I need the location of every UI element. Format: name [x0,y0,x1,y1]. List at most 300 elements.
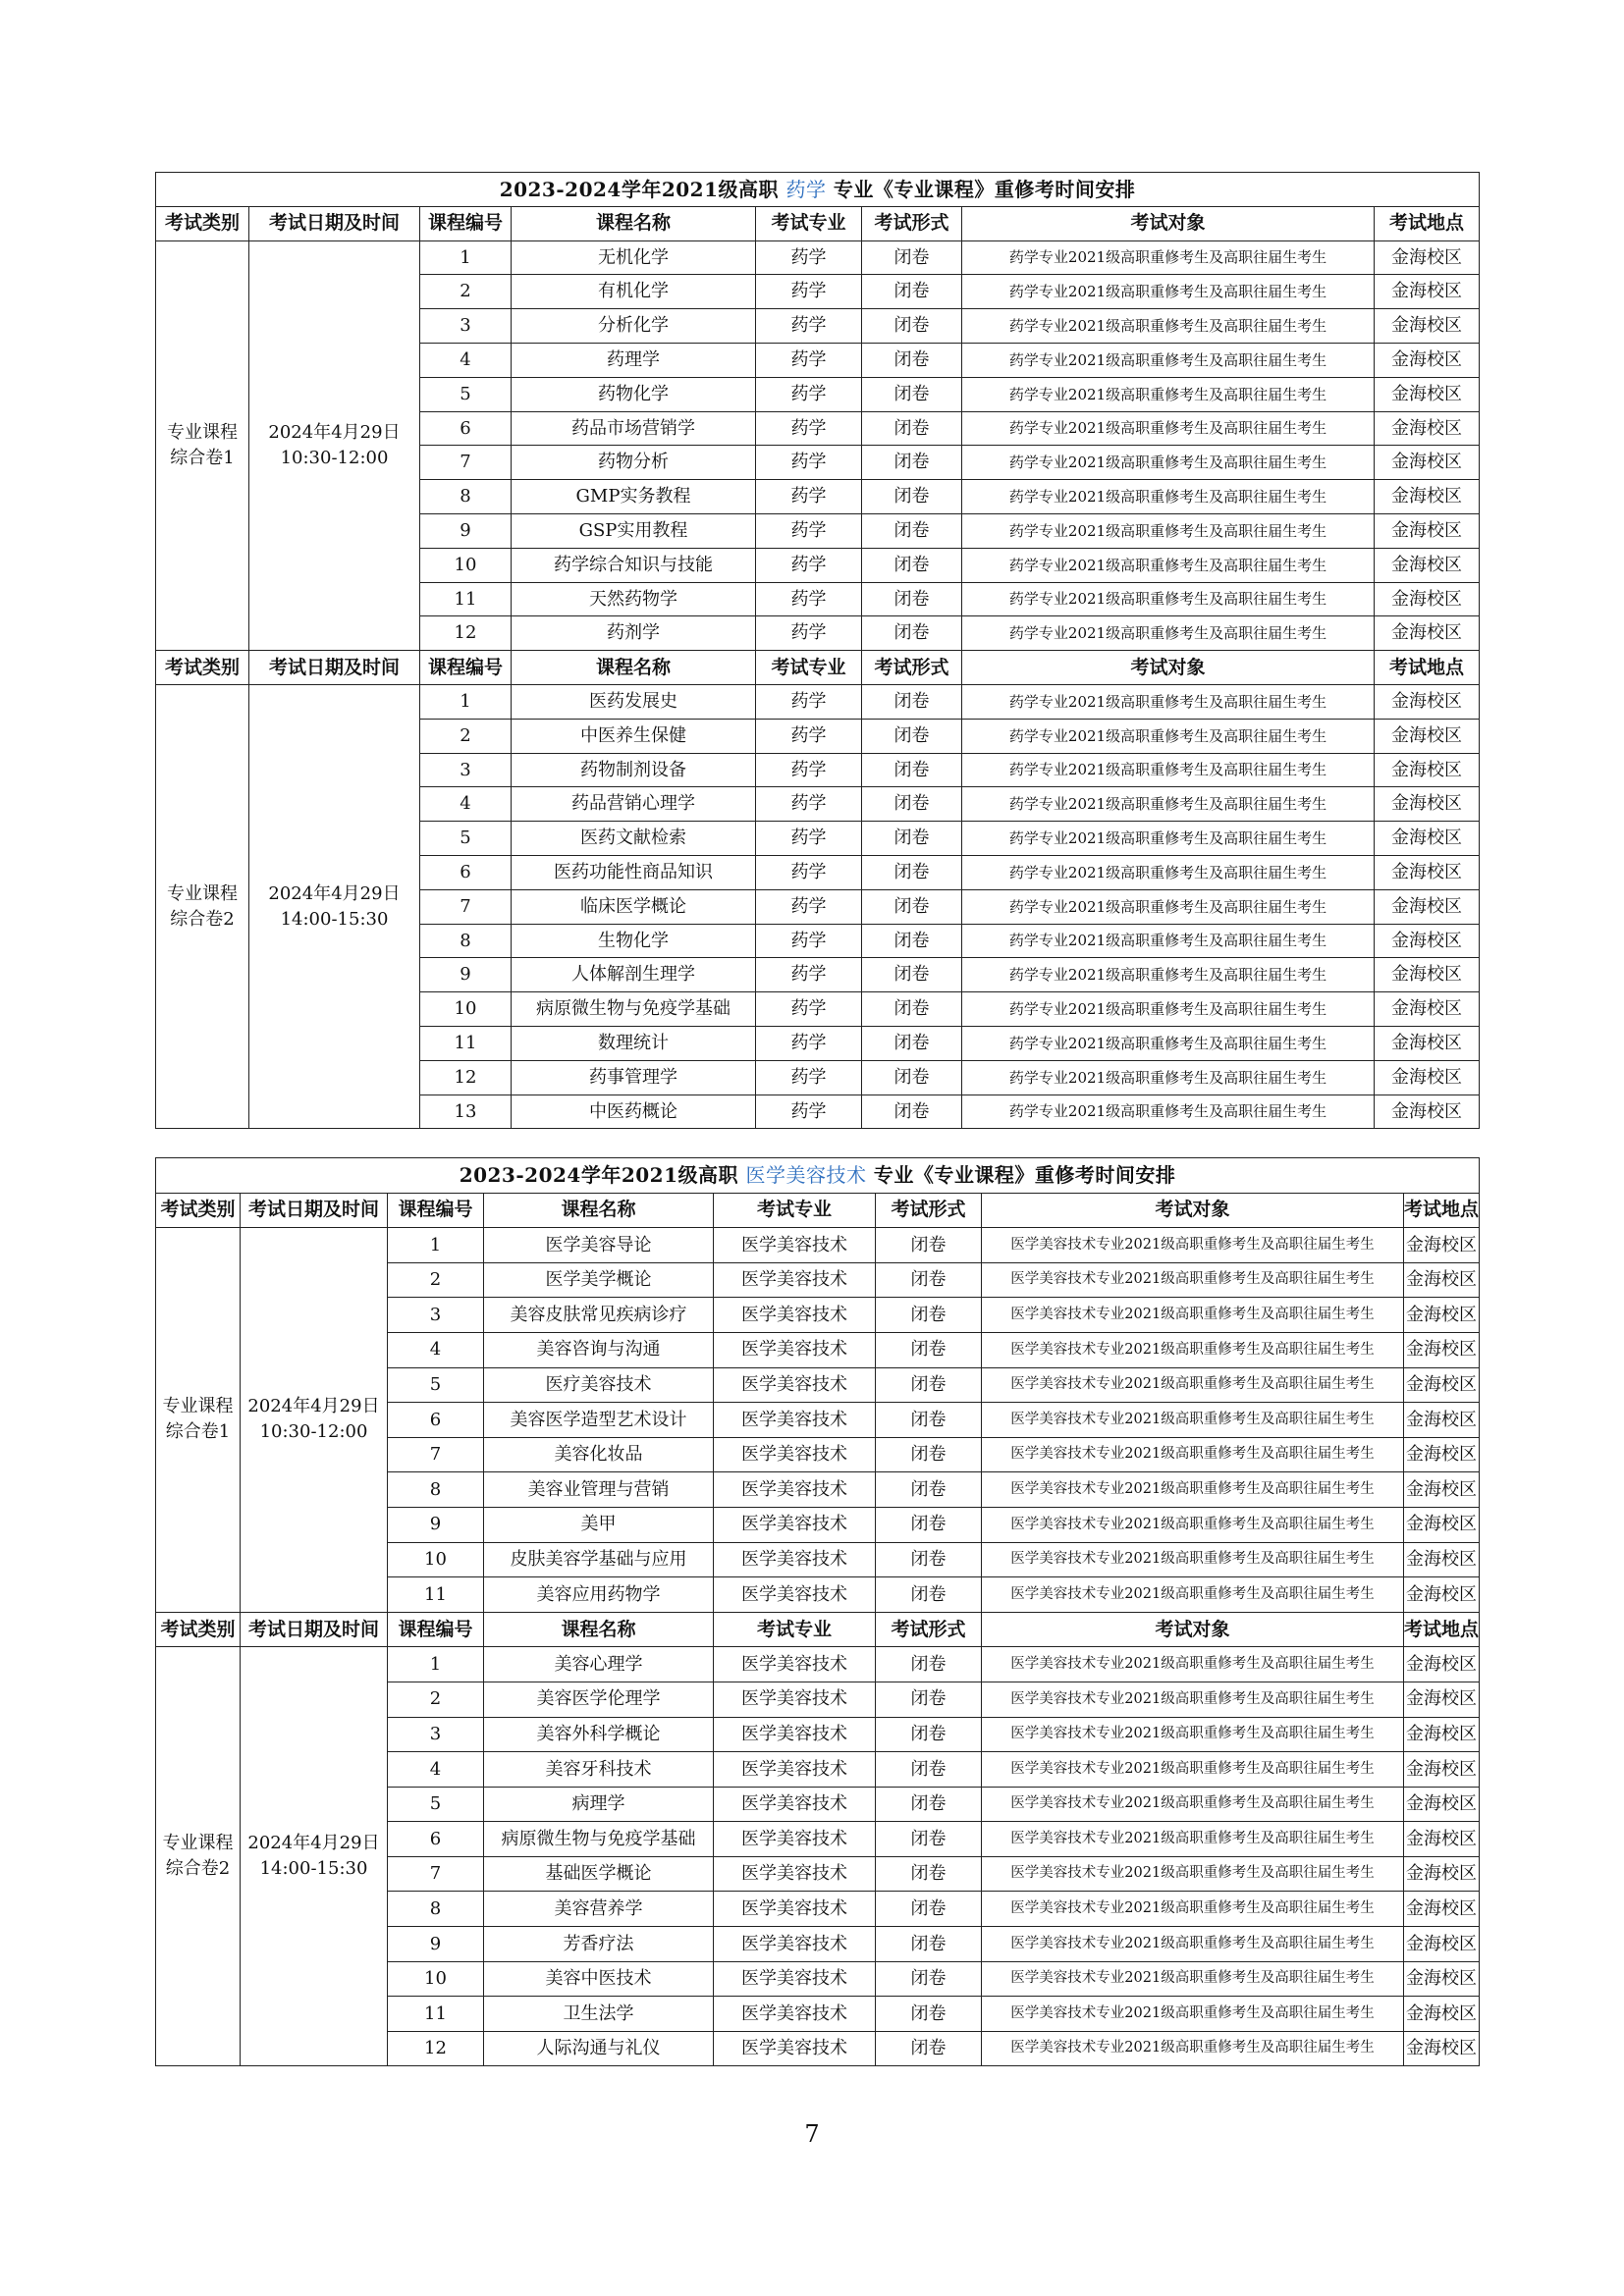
title-prefix: 2023-2024学年2021级高职 [459,1163,738,1188]
course-name-cell: 人际沟通与礼仪 [484,2031,714,2066]
column-header: 考试日期及时间 [241,1612,388,1647]
exam-target-cell: 药学专业2021级高职重修考生及高职往届生考生 [962,377,1375,411]
exam-category-line: 综合卷1 [165,1421,231,1443]
course-name-cell: 天然药物学 [512,582,756,616]
course-number-cell: 7 [420,889,512,924]
column-header: 考试类别 [156,206,249,240]
exam-target-cell: 药学专业2021级高职重修考生及高职往届生考生 [962,787,1375,822]
exam-format-cell: 闭卷 [862,275,962,309]
exam-location-cell: 金海校区 [1375,616,1480,651]
course-name-cell: 无机化学 [512,240,756,275]
exam-location-cell: 金海校区 [1404,1647,1480,1682]
exam-location-cell: 金海校区 [1375,889,1480,924]
exam-target-cell: 药学专业2021级高职重修考生及高职往届生考生 [962,924,1375,958]
title-major-highlight: 医学美容技术 [745,1163,867,1188]
exam-major-cell: 药学 [756,480,862,514]
page-number: 7 [804,2120,820,2148]
course-number-cell: 9 [420,513,512,548]
course-name-cell: GSP实用教程 [512,513,756,548]
exam-location-cell: 金海校区 [1404,1682,1480,1717]
exam-format-cell: 闭卷 [862,446,962,480]
exam-location-cell: 金海校区 [1404,1927,1480,1962]
course-name-cell: 药事管理学 [512,1060,756,1095]
course-name-cell: 美容外科学概论 [484,1717,714,1752]
exam-date: 2024年4月29日 [268,882,401,904]
exam-major-cell: 医学美容技术 [714,1367,876,1403]
exam-location-cell: 金海校区 [1375,548,1480,582]
exam-location-cell: 金海校区 [1375,992,1480,1027]
course-name-cell: 美容牙科技术 [484,1752,714,1788]
course-name-cell: 皮肤美容学基础与应用 [484,1542,714,1577]
exam-major-cell: 药学 [756,822,862,856]
exam-location-cell: 金海校区 [1375,684,1480,719]
exam-format-cell: 闭卷 [862,343,962,377]
course-number-cell: 2 [420,719,512,753]
exam-target-cell: 药学专业2021级高职重修考生及高职往届生考生 [962,446,1375,480]
exam-major-cell: 药学 [756,513,862,548]
exam-major-cell: 医学美容技术 [714,1507,876,1542]
exam-format-cell: 闭卷 [876,1682,982,1717]
course-number-cell: 9 [388,1927,484,1962]
column-header: 考试专业 [756,651,862,685]
exam-location-cell: 金海校区 [1404,1577,1480,1613]
exam-time: 10:30-12:00 [280,447,389,468]
exam-target-cell: 医学美容技术专业2021级高职重修考生及高职往届生考生 [982,1822,1404,1857]
exam-date: 2024年4月29日 [247,1833,380,1854]
exam-datetime-cell [241,1228,388,1613]
column-header: 课程名称 [484,1612,714,1647]
exam-location-cell: 金海校区 [1375,958,1480,992]
exam-format-cell: 闭卷 [876,1472,982,1508]
exam-target-cell: 药学专业2021级高职重修考生及高职往届生考生 [962,343,1375,377]
course-name-cell: 中医药概论 [512,1095,756,1129]
exam-location-cell: 金海校区 [1404,1367,1480,1403]
exam-category-line: 专业课程 [167,882,238,904]
exam-category-line: 专业课程 [162,1833,234,1854]
exam-format-cell: 闭卷 [876,1332,982,1367]
exam-major-cell: 医学美容技术 [714,1437,876,1472]
course-name-cell: 芳香疗法 [484,1927,714,1962]
course-name-cell: 药剂学 [512,616,756,651]
exam-location-cell: 金海校区 [1375,411,1480,446]
column-header: 课程编号 [388,1612,484,1647]
exam-location-cell: 金海校区 [1404,1892,1480,1927]
course-name-cell: 卫生法学 [484,1997,714,2032]
exam-location-cell: 金海校区 [1375,787,1480,822]
exam-time: 14:00-15:30 [259,1858,368,1880]
exam-location-cell: 金海校区 [1404,1752,1480,1788]
exam-target-cell: 药学专业2021级高职重修考生及高职往届生考生 [962,582,1375,616]
exam-major-cell: 药学 [756,309,862,344]
exam-location-cell: 金海校区 [1404,1472,1480,1508]
exam-date: 2024年4月29日 [268,421,401,443]
exam-major-cell: 医学美容技术 [714,1822,876,1857]
table-row [156,240,1480,275]
course-name-cell: 美容咨询与沟通 [484,1332,714,1367]
course-number-cell: 8 [420,480,512,514]
column-header: 考试地点 [1375,206,1480,240]
course-name-cell: 美容心理学 [484,1647,714,1682]
column-header: 考试日期及时间 [249,651,420,685]
course-name-cell: 美容医学伦理学 [484,1682,714,1717]
exam-location-cell: 金海校区 [1375,309,1480,344]
course-number-cell: 9 [420,958,512,992]
column-header: 考试对象 [962,206,1375,240]
exam-date: 2024年4月29日 [247,1396,380,1417]
exam-location-cell: 金海校区 [1404,1717,1480,1752]
column-header: 考试日期及时间 [249,206,420,240]
course-number-cell: 12 [420,616,512,651]
exam-major-cell: 医学美容技术 [714,1856,876,1892]
course-name-cell: 医学美容导论 [484,1228,714,1263]
table-title-row [156,1158,1480,1194]
exam-major-cell: 医学美容技术 [714,2031,876,2066]
exam-location-cell: 金海校区 [1404,1262,1480,1298]
course-number-cell: 8 [388,1892,484,1927]
course-name-cell: 分析化学 [512,309,756,344]
exam-format-cell: 闭卷 [862,992,962,1027]
exam-major-cell: 医学美容技术 [714,1262,876,1298]
exam-format-cell: 闭卷 [862,719,962,753]
exam-category-cell [156,684,249,1128]
course-number-cell: 5 [388,1787,484,1822]
exam-format-cell: 闭卷 [876,1367,982,1403]
exam-format-cell: 闭卷 [862,753,962,787]
exam-major-cell: 医学美容技术 [714,1961,876,1997]
column-header: 考试形式 [862,206,962,240]
exam-target-cell: 药学专业2021级高职重修考生及高职往届生考生 [962,240,1375,275]
exam-location-cell: 金海校区 [1404,1961,1480,1997]
course-number-cell: 2 [420,275,512,309]
exam-format-cell: 闭卷 [876,1997,982,2032]
exam-format-cell: 闭卷 [862,855,962,889]
course-number-cell: 1 [420,684,512,719]
course-name-cell: GMP实务教程 [512,480,756,514]
exam-location-cell: 金海校区 [1404,2031,1480,2066]
exam-major-cell: 药学 [756,684,862,719]
exam-major-cell: 药学 [756,411,862,446]
exam-category-line: 综合卷2 [165,1858,231,1880]
exam-format-cell: 闭卷 [876,1542,982,1577]
course-name-cell: 有机化学 [512,275,756,309]
course-name-cell: 药学综合知识与技能 [512,548,756,582]
exam-target-cell: 医学美容技术专业2021级高职重修考生及高职往届生考生 [982,1228,1404,1263]
exam-format-cell: 闭卷 [876,1647,982,1682]
course-number-cell: 6 [388,1403,484,1438]
course-number-cell: 3 [420,753,512,787]
exam-major-cell: 医学美容技术 [714,1228,876,1263]
exam-major-cell: 医学美容技术 [714,1717,876,1752]
exam-major-cell: 医学美容技术 [714,1542,876,1577]
exam-target-cell: 医学美容技术专业2021级高职重修考生及高职往届生考生 [982,1367,1404,1403]
exam-location-cell: 金海校区 [1375,855,1480,889]
exam-target-cell: 药学专业2021级高职重修考生及高职往届生考生 [962,684,1375,719]
course-number-cell: 4 [388,1752,484,1788]
exam-format-cell: 闭卷 [876,1822,982,1857]
exam-target-cell: 医学美容技术专业2021级高职重修考生及高职往届生考生 [982,1647,1404,1682]
course-number-cell: 1 [388,1228,484,1263]
exam-time: 14:00-15:30 [280,908,389,930]
exam-major-cell: 医学美容技术 [714,1332,876,1367]
exam-category-cell [156,1228,241,1613]
exam-location-cell: 金海校区 [1375,1026,1480,1060]
column-header: 课程编号 [420,206,512,240]
exam-major-cell: 医学美容技术 [714,1298,876,1333]
exam-format-cell: 闭卷 [862,377,962,411]
course-number-cell: 7 [420,446,512,480]
exam-location-cell: 金海校区 [1375,719,1480,753]
column-header: 考试专业 [714,1193,876,1228]
course-number-cell: 6 [388,1822,484,1857]
exam-major-cell: 药学 [756,377,862,411]
schedule-table-medical-cosmetology [155,1157,1480,2066]
exam-category-line: 综合卷2 [170,908,235,930]
exam-major-cell: 医学美容技术 [714,1577,876,1613]
course-name-cell: 基础医学概论 [484,1856,714,1892]
exam-format-cell: 闭卷 [876,2031,982,2066]
column-header: 考试地点 [1375,651,1480,685]
course-number-cell: 3 [388,1717,484,1752]
course-number-cell: 8 [420,924,512,958]
exam-location-cell: 金海校区 [1404,1228,1480,1263]
column-header: 考试地点 [1404,1612,1480,1647]
exam-format-cell: 闭卷 [862,309,962,344]
exam-location-cell: 金海校区 [1375,275,1480,309]
exam-target-cell: 医学美容技术专业2021级高职重修考生及高职往届生考生 [982,1997,1404,2032]
exam-target-cell: 药学专业2021级高职重修考生及高职往届生考生 [962,309,1375,344]
course-number-cell: 11 [420,582,512,616]
exam-target-cell: 药学专业2021级高职重修考生及高职往届生考生 [962,548,1375,582]
column-header: 考试专业 [714,1612,876,1647]
course-name-cell: 美甲 [484,1507,714,1542]
title-suffix: 专业《专业课程》重修考时间安排 [873,1163,1176,1188]
exam-target-cell: 药学专业2021级高职重修考生及高职往届生考生 [962,855,1375,889]
exam-format-cell: 闭卷 [876,1577,982,1613]
exam-major-cell: 药学 [756,1026,862,1060]
exam-target-cell: 医学美容技术专业2021级高职重修考生及高职往届生考生 [982,1542,1404,1577]
course-number-cell: 4 [420,787,512,822]
exam-format-cell: 闭卷 [862,411,962,446]
course-number-cell: 3 [420,309,512,344]
exam-target-cell: 医学美容技术专业2021级高职重修考生及高职往届生考生 [982,1262,1404,1298]
exam-location-cell: 金海校区 [1404,1332,1480,1367]
course-number-cell: 10 [388,1542,484,1577]
exam-format-cell: 闭卷 [862,684,962,719]
exam-format-cell: 闭卷 [862,480,962,514]
column-header: 考试形式 [876,1612,982,1647]
column-header: 课程名称 [512,651,756,685]
exam-format-cell: 闭卷 [862,958,962,992]
exam-major-cell: 药学 [756,616,862,651]
column-header: 考试对象 [962,651,1375,685]
exam-location-cell: 金海校区 [1375,1060,1480,1095]
exam-location-cell: 金海校区 [1404,1856,1480,1892]
column-header: 考试形式 [876,1193,982,1228]
exam-major-cell: 药学 [756,958,862,992]
column-header: 考试对象 [982,1612,1404,1647]
column-header: 考试类别 [156,1193,241,1228]
exam-target-cell: 药学专业2021级高职重修考生及高职往届生考生 [962,480,1375,514]
exam-category-line: 综合卷1 [170,447,235,468]
course-name-cell: 药品市场营销学 [512,411,756,446]
exam-location-cell: 金海校区 [1375,377,1480,411]
exam-category-line: 专业课程 [162,1396,234,1417]
course-number-cell: 3 [388,1298,484,1333]
exam-location-cell: 金海校区 [1375,753,1480,787]
exam-major-cell: 医学美容技术 [714,1927,876,1962]
course-name-cell: 生物化学 [512,924,756,958]
exam-target-cell: 医学美容技术专业2021级高职重修考生及高职往届生考生 [982,1472,1404,1508]
column-header: 考试日期及时间 [241,1193,388,1228]
exam-location-cell: 金海校区 [1404,1298,1480,1333]
course-number-cell: 5 [388,1367,484,1403]
exam-format-cell: 闭卷 [862,1026,962,1060]
exam-category-line: 专业课程 [167,421,238,443]
exam-major-cell: 医学美容技术 [714,1647,876,1682]
exam-format-cell: 闭卷 [862,548,962,582]
exam-datetime-cell [249,240,420,651]
exam-format-cell: 闭卷 [862,889,962,924]
exam-target-cell: 药学专业2021级高职重修考生及高职往届生考生 [962,719,1375,753]
exam-major-cell: 医学美容技术 [714,1997,876,2032]
exam-major-cell: 医学美容技术 [714,1682,876,1717]
title-major-highlight: 药学 [785,177,827,201]
course-number-cell: 8 [388,1472,484,1508]
course-number-cell: 4 [420,343,512,377]
table-title-row [156,173,1480,207]
column-header: 课程名称 [484,1193,714,1228]
exam-target-cell: 药学专业2021级高职重修考生及高职往届生考生 [962,275,1375,309]
exam-format-cell: 闭卷 [876,1262,982,1298]
exam-category-cell [156,1647,241,2066]
title-prefix: 2023-2024学年2021级高职 [499,177,779,201]
exam-target-cell: 药学专业2021级高职重修考生及高职往届生考生 [962,889,1375,924]
exam-major-cell: 医学美容技术 [714,1752,876,1788]
course-number-cell: 6 [420,411,512,446]
exam-location-cell: 金海校区 [1375,240,1480,275]
exam-target-cell: 药学专业2021级高职重修考生及高职往届生考生 [962,958,1375,992]
exam-target-cell: 医学美容技术专业2021级高职重修考生及高职往届生考生 [982,1717,1404,1752]
exam-target-cell: 医学美容技术专业2021级高职重修考生及高职往届生考生 [982,1507,1404,1542]
exam-major-cell: 药学 [756,1095,862,1129]
exam-target-cell: 医学美容技术专业2021级高职重修考生及高职往届生考生 [982,1298,1404,1333]
exam-major-cell: 药学 [756,719,862,753]
exam-location-cell: 金海校区 [1375,1095,1480,1129]
exam-target-cell: 医学美容技术专业2021级高职重修考生及高职往届生考生 [982,2031,1404,2066]
exam-format-cell: 闭卷 [876,1892,982,1927]
exam-major-cell: 药学 [756,582,862,616]
exam-format-cell: 闭卷 [862,1095,962,1129]
exam-target-cell: 医学美容技术专业2021级高职重修考生及高职往届生考生 [982,1437,1404,1472]
exam-major-cell: 药学 [756,787,862,822]
exam-major-cell: 药学 [756,924,862,958]
exam-format-cell: 闭卷 [876,1403,982,1438]
header-row [156,206,1480,240]
course-name-cell: 医疗美容技术 [484,1367,714,1403]
exam-target-cell: 药学专业2021级高职重修考生及高职往届生考生 [962,753,1375,787]
course-name-cell: 病原微生物与免疫学基础 [484,1822,714,1857]
exam-target-cell: 医学美容技术专业2021级高职重修考生及高职往届生考生 [982,1927,1404,1962]
table-row [156,1228,1480,1263]
course-name-cell: 病理学 [484,1787,714,1822]
exam-major-cell: 药学 [756,855,862,889]
exam-major-cell: 药学 [756,889,862,924]
exam-location-cell: 金海校区 [1375,446,1480,480]
course-number-cell: 7 [388,1437,484,1472]
exam-major-cell: 医学美容技术 [714,1787,876,1822]
exam-format-cell: 闭卷 [862,787,962,822]
exam-format-cell: 闭卷 [862,513,962,548]
column-header: 考试专业 [756,206,862,240]
exam-target-cell: 医学美容技术专业2021级高职重修考生及高职往届生考生 [982,1682,1404,1717]
course-name-cell: 美容化妆品 [484,1437,714,1472]
exam-location-cell: 金海校区 [1404,1507,1480,1542]
exam-target-cell: 医学美容技术专业2021级高职重修考生及高职往届生考生 [982,1577,1404,1613]
exam-target-cell: 药学专业2021级高职重修考生及高职往届生考生 [962,1026,1375,1060]
course-number-cell: 2 [388,1262,484,1298]
exam-datetime-cell [241,1647,388,2066]
course-name-cell: 人体解剖生理学 [512,958,756,992]
table-row [156,1647,1480,1682]
course-number-cell: 2 [388,1682,484,1717]
exam-format-cell: 闭卷 [862,822,962,856]
exam-target-cell: 医学美容技术专业2021级高职重修考生及高职往届生考生 [982,1403,1404,1438]
column-header: 考试类别 [156,1612,241,1647]
course-number-cell: 10 [420,548,512,582]
exam-format-cell: 闭卷 [876,1752,982,1788]
exam-target-cell: 医学美容技术专业2021级高职重修考生及高职往届生考生 [982,1892,1404,1927]
exam-major-cell: 医学美容技术 [714,1472,876,1508]
column-header: 课程编号 [420,651,512,685]
exam-format-cell: 闭卷 [876,1961,982,1997]
exam-major-cell: 医学美容技术 [714,1892,876,1927]
exam-major-cell: 药学 [756,1060,862,1095]
course-number-cell: 13 [420,1095,512,1129]
header-row [156,1193,1480,1228]
exam-location-cell: 金海校区 [1404,1437,1480,1472]
exam-format-cell: 闭卷 [876,1927,982,1962]
course-number-cell: 10 [420,992,512,1027]
exam-format-cell: 闭卷 [876,1507,982,1542]
table-title [156,1158,1480,1194]
exam-category-cell [156,240,249,651]
exam-datetime-cell [249,684,420,1128]
exam-format-cell: 闭卷 [862,924,962,958]
course-name-cell: 中医养生保健 [512,719,756,753]
exam-target-cell: 药学专业2021级高职重修考生及高职往届生考生 [962,513,1375,548]
exam-location-cell: 金海校区 [1375,480,1480,514]
course-name-cell: 病原微生物与免疫学基础 [512,992,756,1027]
course-name-cell: 美容应用药物学 [484,1577,714,1613]
exam-time: 10:30-12:00 [259,1421,368,1443]
exam-location-cell: 金海校区 [1404,1822,1480,1857]
course-name-cell: 医学美学概论 [484,1262,714,1298]
exam-location-cell: 金海校区 [1375,582,1480,616]
course-name-cell: 医药文献检索 [512,822,756,856]
exam-format-cell: 闭卷 [876,1787,982,1822]
course-number-cell: 1 [388,1647,484,1682]
column-header: 考试对象 [982,1193,1404,1228]
course-number-cell: 5 [420,822,512,856]
table-row [156,684,1480,719]
exam-target-cell: 药学专业2021级高职重修考生及高职往届生考生 [962,411,1375,446]
exam-format-cell: 闭卷 [876,1717,982,1752]
course-name-cell: 医药发展史 [512,684,756,719]
table-title [156,173,1480,207]
schedule-table-pharmacy [155,172,1480,1129]
course-number-cell: 10 [388,1961,484,1997]
course-number-cell: 12 [388,2031,484,2066]
